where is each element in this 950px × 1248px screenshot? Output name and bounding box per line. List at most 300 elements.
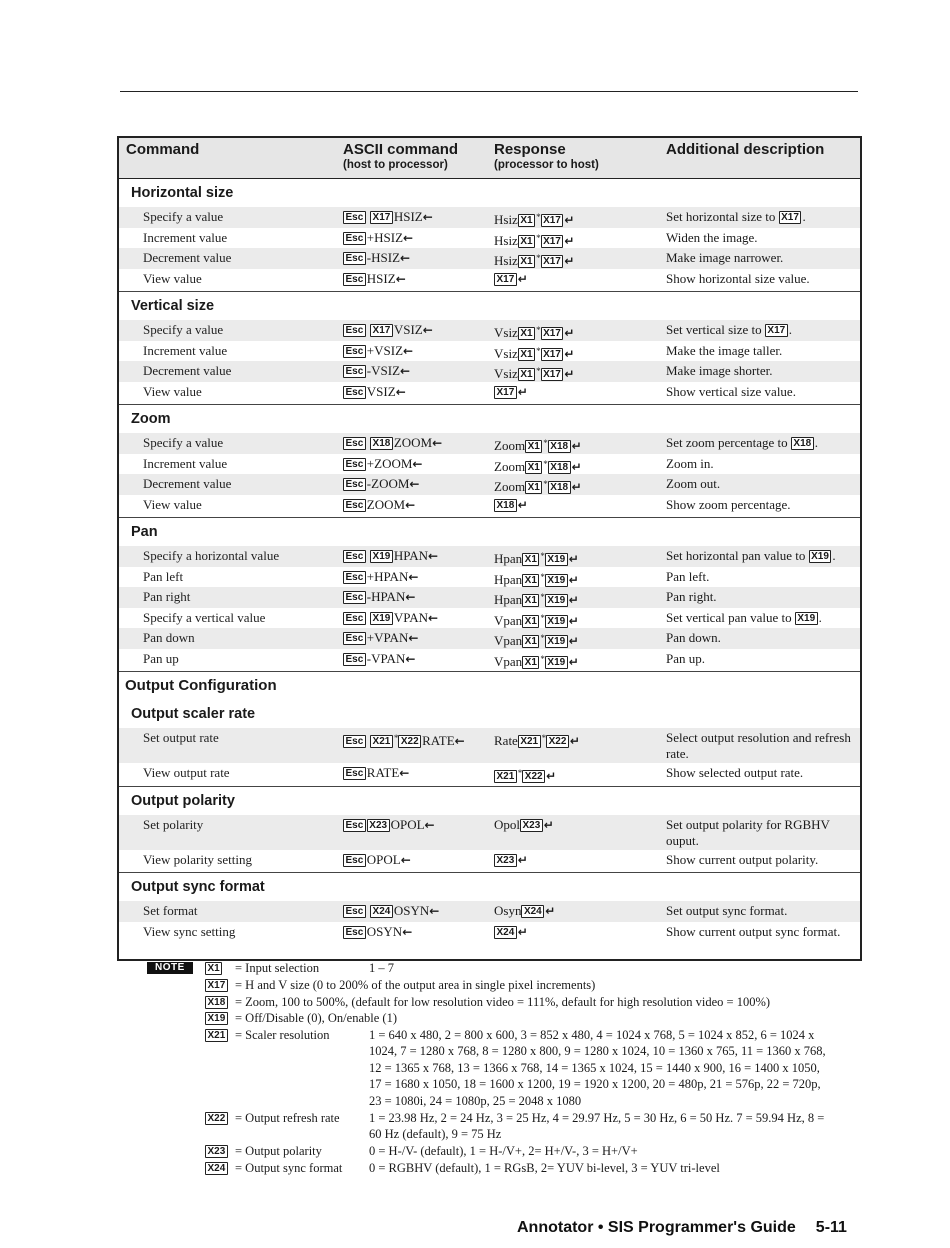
key-box: X1 bbox=[525, 461, 542, 474]
key-box: Esc bbox=[343, 735, 366, 748]
cell-response bbox=[494, 569, 579, 588]
key-box: X18 bbox=[548, 461, 571, 474]
note-value: 0 = H-/V- (default), 1 = H-/V+, 2= H+/V-, 3 = H+/V+ bbox=[369, 1143, 638, 1158]
cell-ascii bbox=[343, 384, 406, 400]
cell-ascii bbox=[343, 569, 418, 585]
send-arrow-icon: ← bbox=[408, 569, 419, 584]
note-desc: = Scaler resolution bbox=[235, 1027, 330, 1042]
key-box: Esc bbox=[343, 252, 366, 265]
text-run: ZOOM bbox=[393, 435, 433, 450]
cell-description bbox=[666, 250, 856, 266]
send-arrow-icon: ← bbox=[422, 323, 433, 337]
cell-response bbox=[494, 363, 574, 382]
key-box: X17 bbox=[541, 327, 564, 340]
separator: * bbox=[536, 345, 541, 356]
text-run: -VPAN bbox=[366, 650, 406, 666]
cell-command: Set polarity bbox=[143, 816, 204, 832]
cell-ascii bbox=[343, 730, 465, 749]
key-box: X1 bbox=[518, 327, 535, 340]
table-header bbox=[119, 138, 860, 179]
separator: * bbox=[540, 633, 545, 643]
key-box: X1 bbox=[518, 255, 535, 268]
cell-command: Pan up bbox=[143, 650, 179, 666]
page-footer bbox=[517, 1219, 862, 1237]
key-box: Esc bbox=[343, 854, 366, 867]
table-row bbox=[119, 608, 860, 629]
key-box: X22 bbox=[546, 735, 569, 748]
return-arrow-icon: ↵ bbox=[564, 233, 575, 248]
separator: * bbox=[536, 232, 541, 243]
cell-command: Increment value bbox=[143, 229, 228, 245]
cell-response bbox=[494, 630, 579, 649]
table-section bbox=[119, 700, 860, 787]
return-arrow-icon: ↵ bbox=[571, 439, 582, 453]
cell-ascii bbox=[343, 435, 442, 451]
key-box: Esc bbox=[343, 767, 366, 780]
note-item bbox=[147, 994, 847, 1011]
key-box: Esc bbox=[343, 550, 366, 563]
key-box: X1 bbox=[522, 656, 539, 669]
section-title: Output scaler rate bbox=[131, 706, 256, 722]
text-run: +VPAN bbox=[366, 630, 409, 645]
cell-ascii bbox=[343, 852, 411, 868]
send-arrow-icon: ← bbox=[400, 852, 411, 867]
table-row bbox=[119, 901, 860, 922]
note-desc: = Input selection bbox=[235, 961, 320, 975]
header-ascii-label: ASCII command bbox=[343, 141, 459, 158]
cell-description bbox=[666, 548, 856, 564]
table-row bbox=[119, 567, 860, 588]
text-run: Set vertical pan value to bbox=[666, 609, 795, 625]
cell-ascii bbox=[343, 924, 412, 940]
cell-ascii bbox=[343, 610, 438, 626]
key-box: X17 bbox=[541, 214, 564, 227]
cell-response bbox=[494, 852, 528, 868]
text-run: -HSIZ bbox=[366, 250, 401, 265]
text-run: VSIZ bbox=[366, 383, 396, 399]
send-arrow-icon: ← bbox=[405, 590, 416, 604]
key-box: X1 bbox=[522, 594, 539, 607]
text-run: ZOOM bbox=[366, 496, 406, 512]
page-number: 5-11 bbox=[815, 1219, 847, 1236]
section-title: Zoom bbox=[131, 411, 171, 427]
cell-response bbox=[494, 497, 528, 513]
header-response-sub: (processor to host) bbox=[494, 159, 599, 171]
key-box: X22 bbox=[398, 735, 421, 748]
text-run: Show current output sync format. bbox=[666, 923, 841, 939]
key-box: Esc bbox=[343, 926, 366, 939]
key-box: X1 bbox=[518, 214, 535, 227]
table-row bbox=[119, 474, 860, 495]
key-box: Esc bbox=[343, 591, 366, 604]
text-run: Set zoom percentage to bbox=[666, 435, 791, 450]
text-run: VSIZ bbox=[393, 322, 423, 337]
cell-response bbox=[494, 476, 582, 495]
text-run: -HPAN bbox=[366, 589, 406, 604]
table-row bbox=[119, 341, 860, 362]
cell-response bbox=[494, 730, 580, 749]
note-item bbox=[147, 1160, 847, 1177]
table-section bbox=[119, 787, 860, 874]
text-run: Hsiz bbox=[494, 253, 518, 268]
cell-ascii bbox=[343, 343, 413, 359]
cell-response bbox=[494, 610, 579, 629]
key-box: Esc bbox=[343, 458, 366, 471]
send-arrow-icon: ← bbox=[403, 343, 414, 358]
return-arrow-icon: ↵ bbox=[568, 552, 579, 566]
note-key bbox=[205, 1110, 229, 1127]
return-arrow-icon: ↵ bbox=[546, 769, 557, 783]
cell-ascii bbox=[343, 548, 438, 564]
cell-ascii bbox=[343, 476, 419, 492]
send-arrow-icon: ← bbox=[408, 631, 419, 645]
return-arrow-icon: ↵ bbox=[564, 326, 575, 340]
key-box: X21 bbox=[518, 735, 541, 748]
return-arrow-icon: ↵ bbox=[517, 384, 528, 399]
cell-response bbox=[494, 271, 528, 287]
cell-command: Specify a horizontal value bbox=[143, 548, 280, 563]
text-run: Vsiz bbox=[494, 345, 518, 361]
separator: * bbox=[543, 479, 548, 489]
key-box: X18 bbox=[791, 437, 814, 450]
cell-response bbox=[494, 456, 582, 475]
table-row bbox=[119, 546, 860, 567]
section-title: Pan bbox=[131, 524, 158, 540]
table-row bbox=[119, 382, 860, 403]
text-run: Hpan bbox=[494, 592, 523, 607]
key-box: Esc bbox=[343, 905, 366, 918]
send-arrow-icon: ← bbox=[395, 384, 406, 399]
cell-response bbox=[494, 343, 574, 362]
table-row bbox=[119, 922, 860, 957]
cell-command: Increment value bbox=[143, 455, 228, 471]
note-value: 1 – 7 bbox=[369, 961, 394, 975]
cell-response bbox=[494, 765, 556, 784]
text-run: HSIZ bbox=[366, 270, 396, 286]
separator: * bbox=[540, 592, 545, 602]
table-row bbox=[119, 587, 860, 608]
cell-command: View value bbox=[143, 270, 202, 286]
cell-command: Specify a value bbox=[143, 209, 224, 224]
note-item bbox=[147, 1027, 847, 1110]
cell-description bbox=[666, 651, 856, 667]
note-desc: = H and V size (0 to 200% of the output area in single pixel increments) bbox=[235, 978, 596, 992]
note-item bbox=[147, 960, 847, 977]
note-desc: = Off/Disable (0), On/enable (1) bbox=[235, 1011, 397, 1025]
table-row bbox=[119, 763, 860, 784]
table-row bbox=[119, 207, 860, 228]
note-value: 0 = RGBHV (default), 1 = RGsB, 2= YUV bi-level, 3 = YUV tri-level bbox=[369, 1160, 720, 1175]
text-run: RATE bbox=[422, 733, 455, 748]
text-run: . bbox=[788, 322, 792, 337]
cell-command: Pan down bbox=[143, 630, 195, 645]
cell-command: Specify a vertical value bbox=[143, 609, 266, 625]
text-run: Rate bbox=[494, 733, 518, 748]
footer-title: Annotator • SIS Programmer's Guide bbox=[517, 1219, 796, 1236]
text-run: Vpan bbox=[494, 612, 523, 628]
text-run: RATE bbox=[366, 765, 400, 780]
cell-command: Specify a value bbox=[143, 322, 224, 337]
send-arrow-icon: ← bbox=[399, 766, 410, 780]
text-run: Zoom bbox=[494, 479, 526, 494]
cell-ascii bbox=[343, 250, 410, 266]
text-run: . bbox=[802, 209, 806, 224]
key-box: X24 bbox=[521, 905, 544, 918]
return-arrow-icon: ↵ bbox=[571, 459, 582, 474]
table-row bbox=[119, 850, 860, 871]
return-arrow-icon: ↵ bbox=[517, 271, 528, 286]
separator: * bbox=[517, 768, 523, 778]
return-arrow-icon: ↵ bbox=[543, 817, 554, 832]
cell-command: Pan right bbox=[143, 589, 191, 604]
cell-command: Decrement value bbox=[143, 363, 232, 378]
key-box: X23 bbox=[205, 1145, 228, 1158]
header-ascii bbox=[343, 141, 458, 172]
text-run: Pan up. bbox=[666, 650, 705, 666]
table-row bbox=[119, 433, 860, 454]
key-box: Esc bbox=[343, 365, 366, 378]
text-run: +ZOOM bbox=[366, 455, 413, 471]
section-title: Vertical size bbox=[131, 298, 215, 314]
cell-ascii bbox=[343, 363, 410, 379]
note-key bbox=[205, 960, 223, 977]
text-run: Zoom bbox=[494, 458, 526, 474]
separator: * bbox=[541, 733, 547, 743]
key-box: X23 bbox=[367, 819, 390, 832]
key-box: X1 bbox=[525, 481, 542, 494]
note-key bbox=[205, 1160, 229, 1177]
command-table bbox=[117, 136, 862, 961]
key-box: X19 bbox=[205, 1012, 228, 1025]
text-run: Zoom out. bbox=[666, 476, 721, 491]
key-box: X17 bbox=[765, 324, 788, 337]
separator: * bbox=[540, 612, 545, 623]
send-arrow-icon: ← bbox=[405, 651, 416, 666]
cell-response bbox=[494, 903, 555, 919]
key-box: Esc bbox=[343, 386, 366, 399]
key-box: X18 bbox=[370, 437, 393, 450]
cell-description bbox=[666, 852, 856, 868]
text-run: Osyn bbox=[494, 903, 522, 918]
key-box: X17 bbox=[494, 273, 517, 286]
key-box: X1 bbox=[205, 962, 222, 975]
cell-response bbox=[494, 230, 574, 249]
text-run: HPAN bbox=[393, 548, 429, 563]
key-box: Esc bbox=[343, 345, 366, 358]
text-run: Show horizontal size value. bbox=[666, 270, 810, 286]
cell-ascii bbox=[343, 765, 409, 781]
key-box: X18 bbox=[548, 481, 571, 494]
note-item bbox=[147, 1110, 847, 1143]
key-box: X17 bbox=[541, 348, 564, 361]
cell-description bbox=[666, 384, 856, 400]
text-run: . bbox=[832, 548, 836, 563]
cell-description bbox=[666, 363, 856, 379]
text-run: Set horizontal pan value to bbox=[666, 548, 809, 563]
send-arrow-icon: ← bbox=[424, 817, 435, 832]
send-arrow-icon: ← bbox=[454, 734, 465, 748]
key-box: X19 bbox=[545, 553, 568, 566]
cell-description bbox=[666, 497, 856, 513]
table-row bbox=[119, 628, 860, 649]
text-run: -ZOOM bbox=[366, 476, 410, 491]
return-arrow-icon: ↵ bbox=[568, 572, 579, 587]
cell-response bbox=[494, 384, 528, 400]
send-arrow-icon: ← bbox=[428, 549, 439, 563]
text-run: OSYN bbox=[366, 923, 403, 939]
text-run: Opol bbox=[494, 816, 520, 832]
return-arrow-icon: ↵ bbox=[564, 346, 575, 361]
text-run: Hpan bbox=[494, 551, 523, 566]
key-box: X1 bbox=[525, 440, 542, 453]
cell-ascii bbox=[343, 322, 433, 338]
separator: * bbox=[536, 325, 541, 335]
table-section bbox=[119, 405, 860, 518]
text-run: Vsiz bbox=[494, 325, 518, 340]
note-desc: = Output sync format bbox=[235, 1160, 343, 1175]
cell-command: Pan left bbox=[143, 568, 184, 584]
key-box: X19 bbox=[795, 612, 818, 625]
cell-ascii bbox=[343, 817, 435, 833]
key-box: X24 bbox=[205, 1162, 228, 1175]
return-arrow-icon: ↵ bbox=[545, 904, 556, 918]
cell-command: View value bbox=[143, 496, 202, 512]
key-box: X1 bbox=[518, 235, 535, 248]
text-run: Show selected output rate. bbox=[666, 765, 804, 780]
cell-ascii bbox=[343, 651, 415, 667]
cell-description bbox=[666, 230, 856, 246]
cell-command: View sync setting bbox=[143, 923, 236, 939]
key-box: X21 bbox=[494, 770, 517, 783]
note-desc: = Zoom, 100 to 500%, (default for low resolution video = 111%, default for high resolution video = 100%) bbox=[235, 994, 771, 1009]
cell-description bbox=[666, 343, 856, 359]
return-arrow-icon: ↵ bbox=[568, 613, 579, 628]
cell-command: Increment value bbox=[143, 342, 228, 358]
cell-ascii bbox=[343, 589, 415, 605]
cell-description bbox=[666, 610, 856, 626]
key-box: Esc bbox=[343, 211, 366, 224]
key-box: X1 bbox=[522, 635, 539, 648]
key-box: X19 bbox=[809, 550, 832, 563]
cell-description bbox=[666, 271, 856, 287]
return-arrow-icon: ↵ bbox=[564, 367, 575, 381]
key-box: X17 bbox=[779, 211, 802, 224]
return-arrow-icon: ↵ bbox=[564, 254, 575, 268]
cell-description bbox=[666, 435, 856, 451]
key-box: X22 bbox=[205, 1112, 228, 1125]
key-box: X17 bbox=[205, 979, 228, 992]
send-arrow-icon: ← bbox=[432, 436, 443, 450]
key-box: X17 bbox=[541, 255, 564, 268]
note-key bbox=[205, 1010, 229, 1027]
key-box: Esc bbox=[343, 653, 366, 666]
key-box: Esc bbox=[343, 437, 366, 450]
text-run: Zoom in. bbox=[666, 455, 714, 471]
top-rule bbox=[120, 91, 858, 92]
table-row bbox=[119, 269, 860, 290]
text-run: OPOL bbox=[390, 816, 425, 832]
cell-response bbox=[494, 651, 579, 670]
key-box: X19 bbox=[545, 615, 568, 628]
cell-description bbox=[666, 924, 856, 940]
cell-description bbox=[666, 589, 856, 605]
note-item bbox=[147, 977, 847, 994]
text-run: Hsiz bbox=[494, 212, 518, 227]
text-run: Set vertical size to bbox=[666, 322, 765, 337]
key-box: X19 bbox=[545, 594, 568, 607]
text-run: Make image narrower. bbox=[666, 250, 784, 265]
note-item bbox=[147, 1010, 847, 1027]
key-box: X22 bbox=[522, 770, 545, 783]
send-arrow-icon: ← bbox=[400, 364, 411, 378]
return-arrow-icon: ↵ bbox=[517, 924, 528, 939]
text-run: Select output resolution and refresh rate. bbox=[666, 730, 851, 761]
key-box: Esc bbox=[343, 324, 366, 337]
separator: * bbox=[543, 458, 548, 469]
cell-ascii bbox=[343, 903, 439, 919]
cell-response bbox=[494, 322, 574, 341]
cell-response bbox=[494, 435, 582, 454]
header-response bbox=[494, 141, 599, 172]
cell-command: Set output rate bbox=[143, 730, 219, 745]
text-run: +HSIZ bbox=[366, 229, 404, 245]
return-arrow-icon: ↵ bbox=[517, 497, 528, 512]
table-section bbox=[119, 179, 860, 292]
group-title: Output Configuration bbox=[125, 677, 277, 694]
text-run: Set output sync format. bbox=[666, 903, 788, 918]
text-run: Make image shorter. bbox=[666, 363, 773, 378]
send-arrow-icon: ← bbox=[395, 271, 406, 286]
text-run: Hpan bbox=[494, 571, 523, 587]
cell-command: Specify a value bbox=[143, 435, 224, 450]
table-row bbox=[119, 495, 860, 516]
header-response-label: Response bbox=[494, 141, 566, 158]
separator: * bbox=[540, 653, 545, 664]
table-section bbox=[119, 292, 860, 405]
text-run: +VSIZ bbox=[366, 342, 404, 358]
key-box: X17 bbox=[541, 368, 564, 381]
cell-command: Set format bbox=[143, 903, 198, 918]
key-box: X1 bbox=[518, 368, 535, 381]
return-arrow-icon: ↵ bbox=[571, 480, 582, 494]
text-run: +HPAN bbox=[366, 568, 409, 584]
text-run: Vpan bbox=[494, 633, 523, 648]
note-key bbox=[205, 1143, 229, 1160]
note-value: 1 = 640 x 480, 2 = 800 x 600, 3 = 852 x 480, 4 = 1024 x 768, 5 = 1024 x 852, 6 = 1024 x 1024, 7 = 1280 x 768, 8 = 1280 x 800, 9 = 1280 x 1024, 10 = 1360 x 765, 11 = 1360 x 768, 12 = 1365 x 768, 13 = 1366 x 768, 14 = 1365 x 1024, 15 = 1440 x 900, 16 = 1400 x 1050, 17 = 1680 x 1050, 18 = 1600 x 1200, 19 = 1920 x 1200, 20 = 480p, 21 = 576p, 22 = 720p, 23 = 1080i, 24 = 1080p, 25 = 2048 x 1080 bbox=[369, 1027, 826, 1108]
table-row bbox=[119, 649, 860, 670]
cell-description bbox=[666, 730, 856, 762]
key-box: X24 bbox=[370, 905, 393, 918]
note-key bbox=[205, 994, 229, 1011]
cell-response bbox=[494, 548, 579, 567]
key-box: Esc bbox=[343, 273, 366, 286]
note-key bbox=[205, 977, 229, 994]
key-box: X23 bbox=[494, 854, 517, 867]
key-box: X17 bbox=[541, 235, 564, 248]
key-box: X24 bbox=[494, 926, 517, 939]
key-box: Esc bbox=[343, 612, 366, 625]
separator: * bbox=[540, 551, 545, 561]
return-arrow-icon: ↵ bbox=[517, 852, 528, 867]
table-row bbox=[119, 728, 860, 763]
key-box: X19 bbox=[545, 574, 568, 587]
send-arrow-icon: ← bbox=[412, 456, 423, 471]
return-arrow-icon: ↵ bbox=[568, 654, 579, 669]
note-badge: NOTE bbox=[147, 962, 193, 974]
text-run: HSIZ bbox=[393, 209, 423, 224]
send-arrow-icon: ← bbox=[422, 210, 433, 224]
cell-ascii bbox=[343, 271, 406, 287]
